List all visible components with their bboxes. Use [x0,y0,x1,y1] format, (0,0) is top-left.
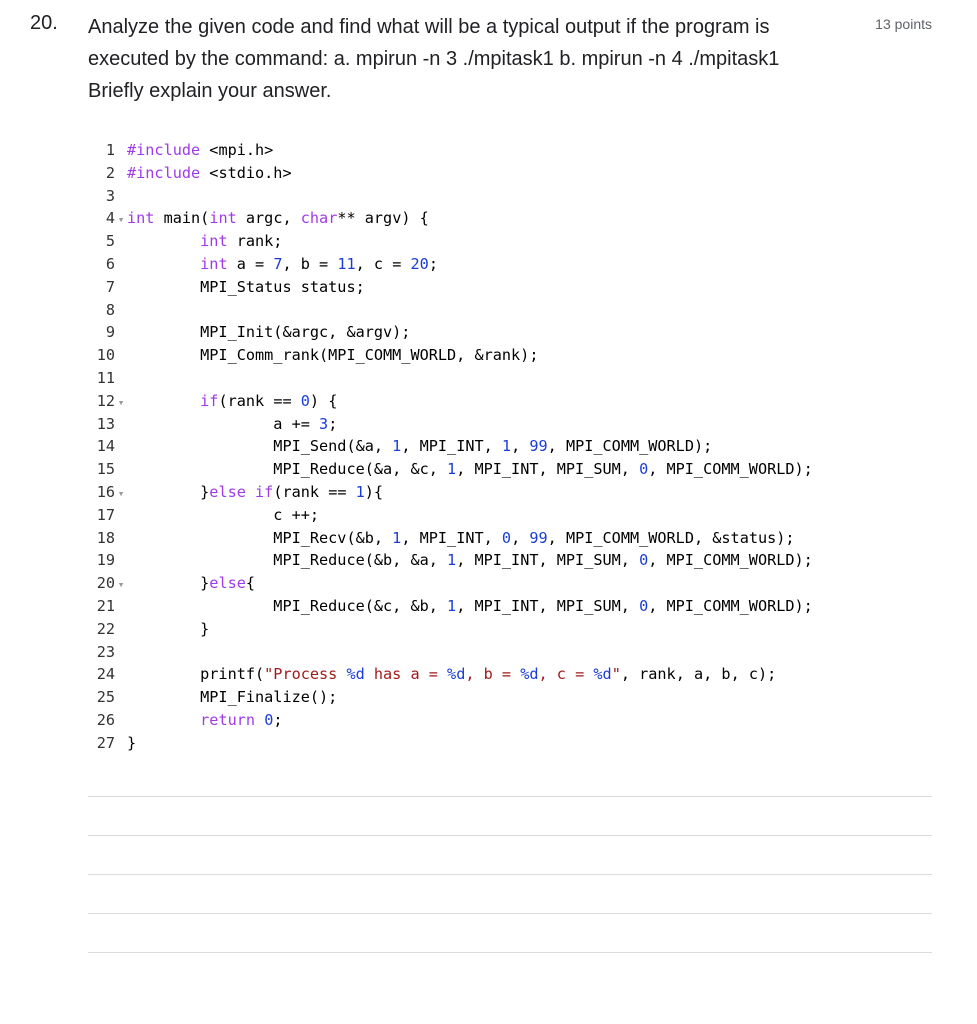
code-text: }else if(rank == 1){ [127,482,384,501]
code-text: } [127,619,210,638]
answer-line[interactable] [88,913,932,914]
fold-gutter [115,346,127,369]
fold-gutter [115,278,127,301]
fold-gutter [115,734,127,757]
line-number: 26 [96,710,115,729]
line-number: 6 [105,254,115,273]
code-text: MPI_Init(&argc, &argv); [127,323,411,342]
fold-gutter [115,529,127,552]
line-number: 15 [96,460,115,479]
code-line [93,595,913,618]
code-line [93,481,913,504]
fold-gutter [115,437,127,460]
code-line [93,276,913,299]
answer-line[interactable] [88,796,932,797]
line-number: 5 [105,232,115,251]
fold-arrow-icon[interactable]: ▾ [117,486,125,500]
code-text: MPI_Finalize(); [127,688,338,707]
line-number: 14 [96,437,115,456]
line-number: 27 [96,733,115,752]
line-number: 19 [96,551,115,570]
code-text: } [127,733,137,752]
code-text: }else{ [127,574,256,593]
fold-gutter [115,711,127,734]
code-line [93,504,913,527]
code-line [93,663,913,686]
code-text: printf("Process %d has a = %d, b = %d, c = %d", rank, a, b, c); [127,665,777,684]
code-line [93,413,913,436]
line-number: 11 [96,368,115,387]
code-line [93,253,913,276]
fold-gutter [115,141,127,164]
code-text: a += 3; [127,414,338,433]
code-line [93,732,913,755]
line-number: 18 [96,528,115,547]
line-number: 10 [96,346,115,365]
code-line [93,618,913,641]
question-text [88,11,848,107]
line-number: 24 [96,665,115,684]
code-line [93,299,913,322]
line-number: 8 [105,300,115,319]
code-text: return 0; [200,710,283,729]
code-line [93,344,913,367]
question-line-2: executed by the command: a. mpirun -n 3 ./mpitask1 b. mpirun -n 4 ./mpitask1 [88,48,780,70]
fold-gutter [115,597,127,620]
line-number: 23 [96,642,115,661]
code-line [93,185,913,208]
code-line [93,549,913,572]
question-line-3: Briefly explain your answer. [88,80,332,102]
fold-gutter [115,255,127,278]
answer-line[interactable] [88,874,932,875]
code-line [93,572,913,595]
line-number: 13 [96,414,115,433]
fold-gutter [115,506,127,529]
line-number: 12 [96,391,115,410]
code-text: int rank; [200,232,283,251]
code-text: MPI_Reduce(&c, &b, 1, MPI_INT, MPI_SUM, 0, MPI_COMM_WORLD); [127,596,813,615]
code-text: MPI_Status status; [127,277,365,296]
fold-arrow-icon[interactable]: ▾ [117,578,125,592]
fold-arrow-icon[interactable]: ▾ [117,213,125,227]
code-block [93,139,913,755]
code-text: MPI_Reduce(&a, &c, 1, MPI_INT, MPI_SUM, 0, MPI_COMM_WORLD); [127,460,813,479]
line-number: 25 [96,688,115,707]
code-line [93,367,913,390]
line-number: 20 [96,574,115,593]
fold-gutter [115,232,127,255]
fold-gutter [115,643,127,666]
question-line-1: Analyze the given code and find what will be a typical output if the program is [88,16,770,38]
line-number: 17 [96,505,115,524]
code-line [93,207,913,230]
line-number: 1 [105,141,115,159]
question-number: 20. [30,12,58,34]
code-text: MPI_Comm_rank(MPI_COMM_WORLD, &rank); [127,346,539,365]
fold-gutter [115,323,127,346]
line-number: 2 [105,163,115,182]
fold-gutter [115,187,127,210]
fold-gutter [115,665,127,688]
fold-gutter [115,551,127,574]
code-text: if(rank == 0) { [200,391,338,410]
fold-gutter [115,164,127,187]
fold-gutter [115,369,127,392]
code-text: c ++; [127,505,320,524]
line-number: 4 [105,209,115,228]
code-line [93,686,913,709]
fold-gutter [115,460,127,483]
fold-gutter [115,301,127,324]
code-text: #include <stdio.h> [127,163,292,182]
code-text: MPI_Send(&a, 1, MPI_INT, 1, 99, MPI_COMM_WORLD); [127,437,713,456]
points-label: 13 points [875,16,932,32]
code-text: int main(int argc, char** argv) { [127,209,429,228]
line-number: 22 [96,619,115,638]
line-number: 3 [105,186,115,205]
code-line [93,321,913,344]
fold-arrow-icon[interactable]: ▾ [117,395,125,409]
fold-gutter [115,688,127,711]
code-line [93,458,913,481]
code-line [93,162,913,185]
answer-line[interactable] [88,835,932,836]
line-number: 9 [105,323,115,342]
line-number: 7 [105,277,115,296]
code-line [93,709,913,732]
code-text: MPI_Reduce(&b, &a, 1, MPI_INT, MPI_SUM, 0, MPI_COMM_WORLD); [127,551,813,570]
answer-line[interactable] [88,952,932,953]
code-line [93,390,913,413]
code-line [93,139,913,162]
code-text: MPI_Recv(&b, 1, MPI_INT, 0, 99, MPI_COMM_WORLD, &status); [127,528,795,547]
code-text: #include <mpi.h> [127,141,274,159]
code-line [93,230,913,253]
fold-gutter [115,415,127,438]
code-line [93,435,913,458]
code-line [93,641,913,664]
answer-area[interactable] [88,796,932,991]
fold-gutter [115,620,127,643]
line-number: 16 [96,482,115,501]
code-line [93,527,913,550]
line-number: 21 [96,596,115,615]
code-text: int a = 7, b = 11, c = 20; [200,254,438,273]
